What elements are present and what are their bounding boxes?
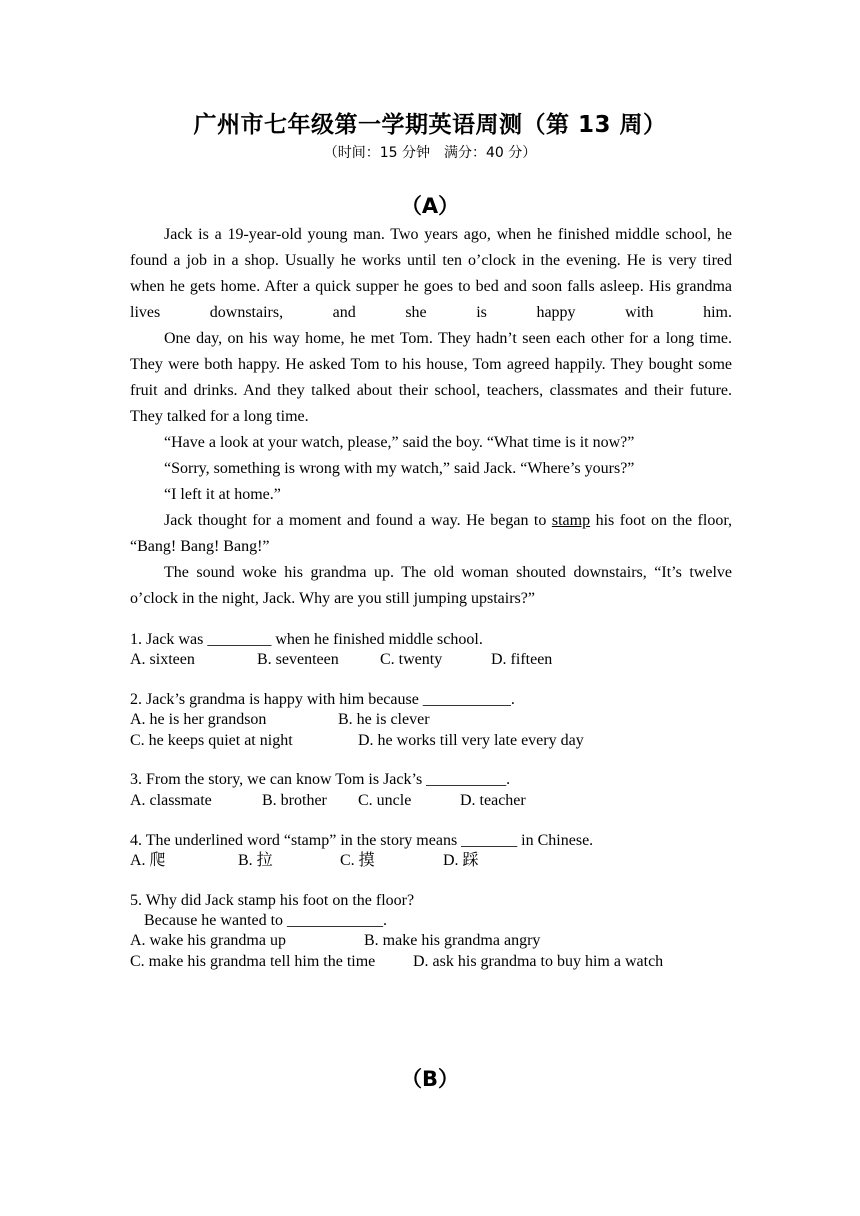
option-row (130, 731, 732, 751)
question-substem: Because he wanted to ____________. (144, 911, 388, 929)
passage-paragraph: “Have a look at your watch, please,” said the boy. “What time is it now?” (164, 434, 635, 451)
option-d[interactable]: D. ask his grandma to buy him a watch (413, 952, 664, 970)
option-b[interactable]: B. brother (262, 791, 327, 809)
option-a[interactable]: A. 爬 (130, 851, 166, 869)
option-row (130, 931, 732, 951)
underlined-word: stamp (551, 512, 591, 529)
passage-paragraph: The sound woke his grandma up. The old woman shouted downstairs, “It’s twelve o’clock in the night, Jack. Why are you still jumping upstairs?” (130, 564, 732, 607)
page-title: 广州市七年级第一学期英语周测（第 13 周） (193, 112, 667, 138)
option-d[interactable]: D. 踩 (443, 851, 479, 869)
option-b[interactable]: B. make his grandma angry (364, 932, 541, 950)
option-row (130, 851, 732, 871)
question-2 (130, 690, 732, 751)
question-4 (130, 831, 732, 872)
question-list (130, 630, 732, 991)
exam-info: （时间：15 分钟 满分：40 分） (323, 145, 537, 161)
option-row (130, 710, 732, 730)
passage-paragraph: One day, on his way home, he met Tom. They hadn’t seen each other for a long time. They were both happy. He asked Tom to his house, Tom agreed happily. They bought some fruit and drinks. And they talked about their school, teachers, classmates and their future. They talked for a long time. (130, 330, 732, 425)
option-b[interactable]: B. seventeen (257, 651, 339, 669)
option-d[interactable]: D. fifteen (491, 651, 553, 669)
passage-paragraph (130, 508, 732, 560)
passage-text: Jack thought for a moment and found a way. He began to (164, 512, 552, 529)
question-3 (130, 770, 732, 811)
option-c[interactable]: C. he keeps quiet at night (130, 731, 293, 749)
question-stem: 4. The underlined word “stamp” in the story means _______ in Chinese. (130, 831, 594, 849)
option-b[interactable]: B. 拉 (238, 851, 273, 869)
question-5 (130, 891, 732, 972)
question-stem: 5. Why did Jack stamp his foot on the floor? (130, 891, 415, 909)
option-c[interactable]: C. 摸 (340, 851, 375, 869)
option-c[interactable]: C. make his grandma tell him the time (130, 952, 376, 970)
option-c[interactable]: C. uncle (358, 791, 412, 809)
option-d[interactable]: D. teacher (460, 791, 526, 809)
question-stem: 3. From the story, we can know Tom is Jack’s __________. (130, 771, 511, 789)
option-c[interactable]: C. twenty (380, 651, 443, 669)
question-stem: 2. Jack’s grandma is happy with him because ___________. (130, 691, 515, 709)
section-a-heading: （A） (400, 194, 460, 218)
option-d[interactable]: D. he works till very late every day (358, 731, 584, 749)
question-1 (130, 630, 732, 671)
option-a[interactable]: A. sixteen (130, 651, 195, 669)
question-stem: 1. Jack was ________ when he finished middle school. (130, 631, 483, 648)
reading-passage (130, 222, 732, 612)
passage-paragraph: “Sorry, something is wrong with my watch,” said Jack. “Where’s yours?” (164, 460, 635, 477)
option-row (130, 791, 732, 811)
passage-text: his foot on the floor, “Bang! Bang! Bang!” (130, 512, 733, 555)
option-a[interactable]: A. wake his grandma up (130, 932, 286, 950)
passage-paragraph: Jack is a 19-year-old young man. Two years ago, when he finished middle school, he found a job in a shop. Usually he works until ten o’clock in the evening. He is very tired when he gets home. After a quick supper he goes to bed and soon falls asleep. His grandma lives downstairs, and she is happy with him. (130, 226, 732, 321)
option-row (130, 952, 732, 972)
option-b[interactable]: B. he is clever (338, 711, 430, 729)
option-a[interactable]: A. he is her grandson (130, 711, 267, 729)
passage-paragraph: “I left it at home.” (164, 486, 281, 503)
section-b-heading: （B） (400, 1067, 459, 1091)
option-a[interactable]: A. classmate (130, 791, 212, 809)
option-row (130, 650, 732, 670)
